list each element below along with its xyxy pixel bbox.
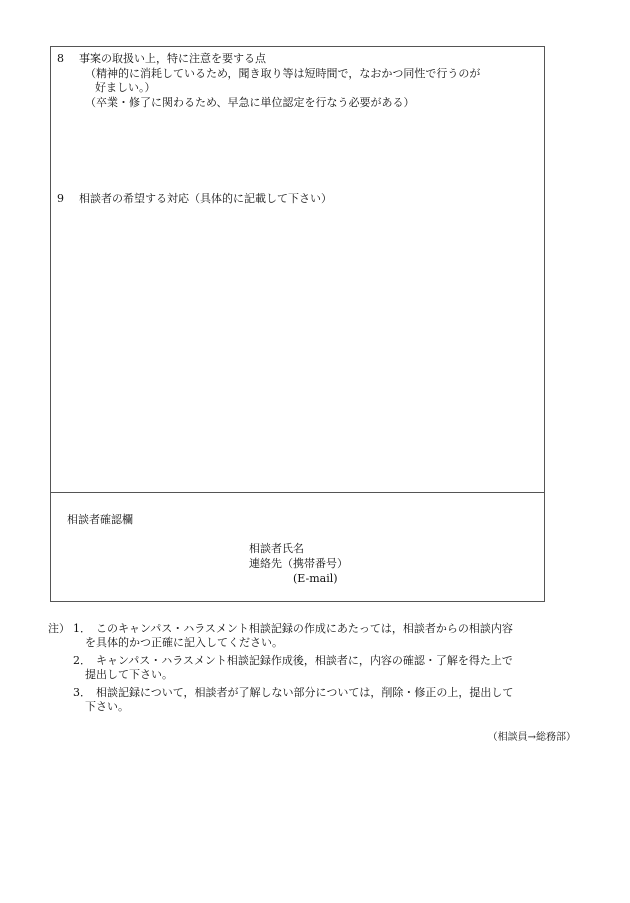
section9-heading: 相談者の希望する対応（具体的に記載して下さい） — [79, 192, 332, 205]
name-label: 相談者氏名 — [249, 542, 304, 555]
note-1-number: 1． — [73, 622, 91, 635]
confirmation-label: 相談者確認欄 — [67, 513, 133, 526]
note-3-line-1: 相談記録について，相談者が了解しない部分については，削除・修正の上，提出して — [96, 686, 514, 699]
note-2-line-1: キャンパス・ハラスメント相談記録作成後，相談者に，内容の確認・了解を得た上で — [96, 654, 513, 667]
section8-line-2: 好ましい。） — [95, 81, 156, 94]
confirmation-divider — [51, 492, 544, 493]
section8-line-1: （精神的に消耗しているため，聞き取り等は短時間で，なおかつ同性で行うのが — [85, 67, 481, 80]
section8-number: 8 — [57, 52, 64, 65]
note-1-line-2: を具体的かつ正確に記入してください。 — [85, 636, 283, 649]
section8-heading: 事案の取扱い上，特に注意を要する点 — [79, 52, 266, 65]
note-2-line-2: 提出して下さい。 — [85, 668, 173, 681]
note-2-number: 2． — [73, 654, 91, 667]
note-1-line-1: このキャンパス・ハラスメント相談記録の作成にあたっては，相談者からの相談内容 — [96, 622, 513, 635]
form-box — [50, 46, 545, 602]
note-3-line-2: 下さい。 — [85, 700, 129, 713]
section8-line-3: （卒業・修了に関わるため、早急に単位認定を行なう必要がある） — [85, 96, 415, 109]
section9-number: 9 — [57, 192, 64, 205]
note-3-number: 3． — [73, 686, 91, 699]
contact-label: 連絡先（携帯番号） — [249, 557, 348, 570]
email-label: (E-mail) — [293, 572, 338, 585]
routing-note: （相談員→総務部） — [487, 732, 576, 743]
notes-prefix: 注） — [48, 622, 70, 635]
